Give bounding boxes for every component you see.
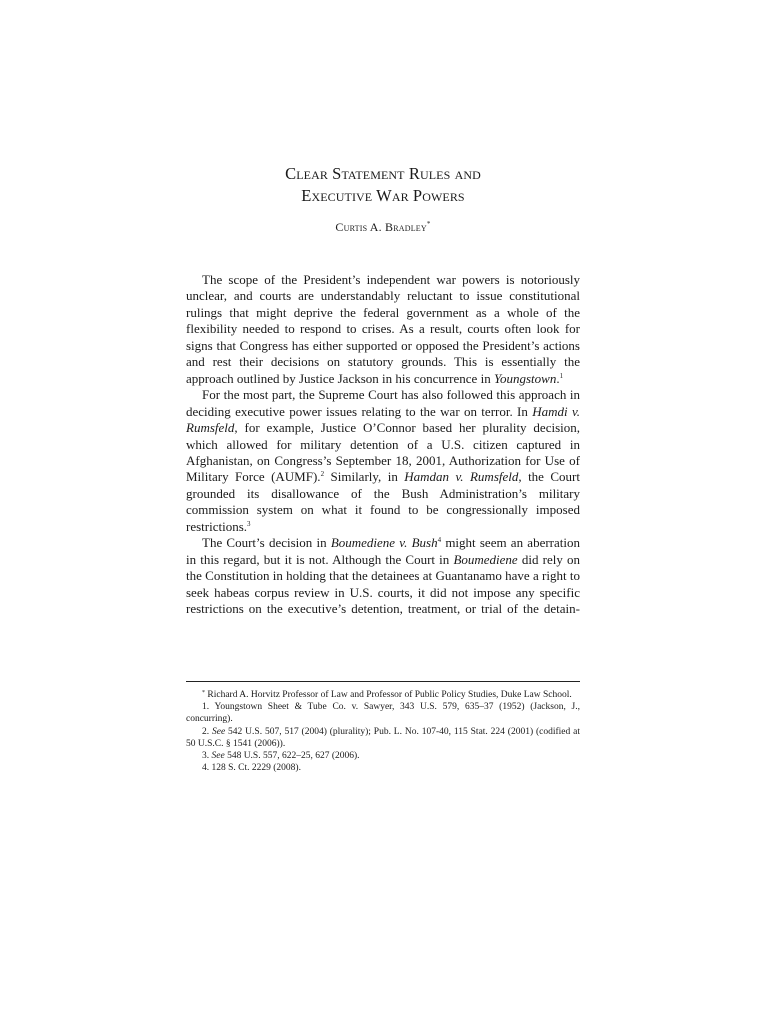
footnote-ref-2: 2: [320, 470, 325, 479]
case-name: Boumediene: [453, 551, 518, 567]
article-body: [186, 272, 580, 618]
document-page: [186, 0, 580, 1024]
author-byline: [186, 220, 580, 235]
footnote-divider: [186, 681, 580, 682]
title-line-2: Executive War Powers: [301, 186, 465, 205]
case-name: Boumediene v. Bush: [330, 535, 438, 551]
footnote-1: 1. Youngstown Sheet & Tube Co. v. Sawyer, 343 U.S. 579, 635–37 (1952) (Jackson, J., concurring).: [186, 702, 580, 725]
author-footnote-marker: *: [426, 220, 431, 228]
footnote-2: 2. See 542 U.S. 507, 517 (2004) (plurality); Pub. L. No. 107-40, 115 Stat. 224 (2001) (codified at 50 U.S.C. § 1541 (2006)).: [186, 726, 580, 749]
paragraph-1: The scope of the President’s independent war powers is notoriously unclear, and courts are understandably reluctant to issue constitutional rulings that might deprive the federal government as a whole of the flexibility needed to respond to crises. As a result, courts often look for signs that Congress has either supported or opposed the President’s actions and rest their decisions on statutory grounds. This is essentially the approach outlined by Justice Jackson in his concurrence in Youngstown.$^1$: [186, 272, 580, 386]
paragraph-3: The Court’s decision in Boumediene v. Bush$^4$ might seem an aberration in this regard, but it is not. Although the Court in Boumediene did rely on the Constitution in holding that the detainees at Guantanamo have a right to seek habeas corpus review in U.S. courts, it did not impose any specific restrictions on the executive’s detention, treatment, or trial of the detain-: [186, 535, 580, 617]
footnote-3: 3. See 548 U.S. 557, 622–25, 627 (2006).: [202, 751, 360, 762]
case-name: Hamdi v. Rumsfeld: [186, 403, 580, 436]
case-name: Hamdan v. Rumsfeld: [404, 469, 519, 485]
footnotes: [186, 689, 580, 774]
footnote-ref-1: 1: [559, 371, 564, 380]
footnote-ref-3: 3: [247, 519, 251, 528]
paragraph-2: For the most part, the Supreme Court has also followed this approach in deciding executive power issues relating to the war on terror. In Hamdi v. Rumsfeld, for example, Justice O’Connor based her plurality decision, which allowed for military detention of a U.S. citizen captured in Afghanistan, on Congress’s September 18, 2001, Authorization for Use of Military Force (AUMF).$^2$ Similarly, in Hamdan v. Rumsfeld, the Court grounded its disallowance of the Bush Administration’s military commission system on what it found to be congressionally imposed restrictions.$^3$: [186, 387, 580, 534]
author-name: Curtis A. Bradley: [335, 220, 427, 234]
footnote-star: * Richard A. Horvitz Professor of Law and Professor of Public Policy Studies, Duke Law School.: [202, 690, 572, 700]
footnote-ref-4: 4: [437, 536, 442, 545]
article-title: [186, 163, 580, 207]
footnote-4: 4. 128 S. Ct. 2229 (2008).: [202, 763, 301, 774]
case-name: Youngstown: [493, 370, 557, 386]
title-line-1: Clear Statement Rules and: [285, 164, 481, 183]
